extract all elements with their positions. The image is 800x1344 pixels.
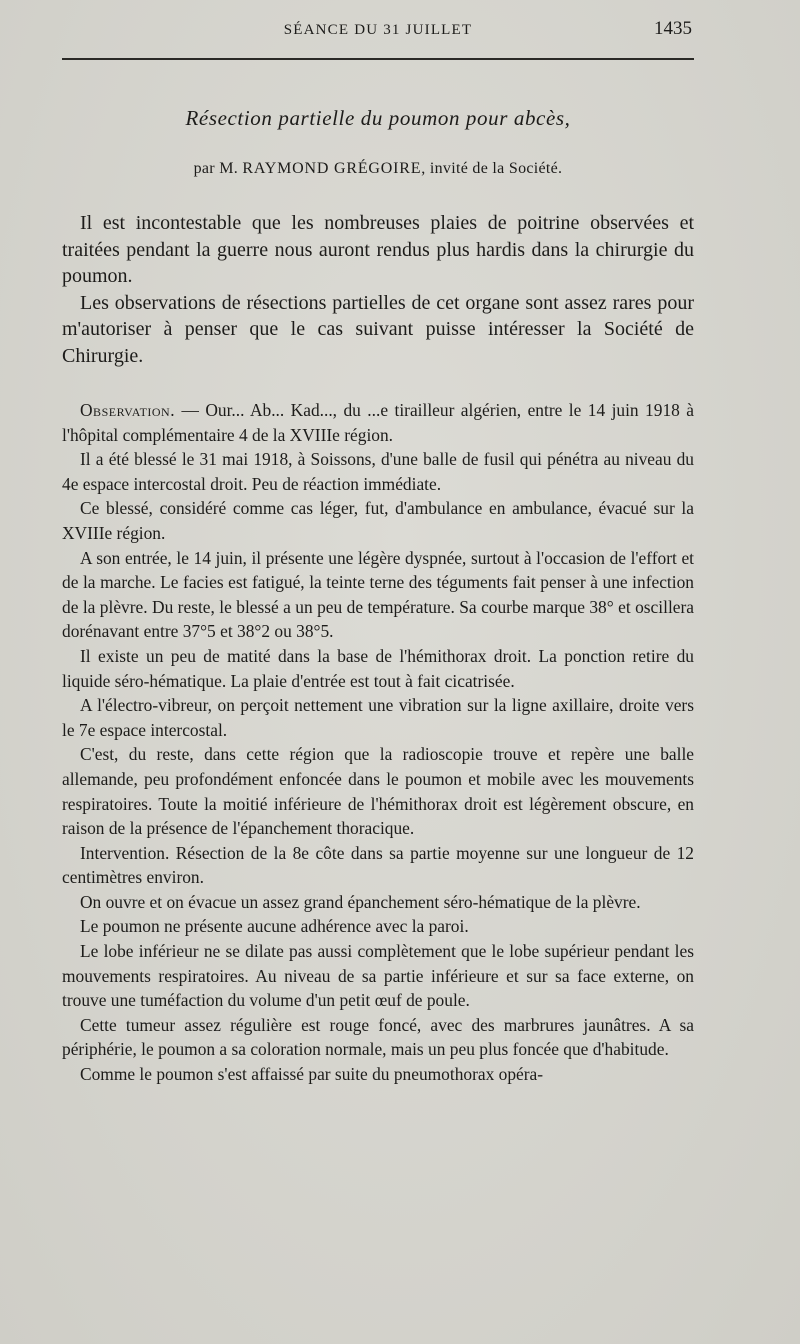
observation-paragraph	[62, 398, 694, 447]
body-paragraph: Le poumon ne présente aucune adhérence avec la paroi.	[80, 916, 469, 937]
book-page	[62, 0, 694, 1344]
observation-label: Observation.	[80, 400, 176, 420]
body-paragraph: A son entrée, le 14 juin, il présente une légère dyspnée, surtout à l'occasion de l'effort et de la marche. Le facies est fatigué, la teinte terne des téguments fait penser à une infection de la plèvre. Du reste, le blessé a un peu de température. Sa courbe marque 38° et oscillera dorénavant entre 37°5 et 38°2 ou 38°5.	[62, 547, 694, 642]
intro-paragraph: Il est incontestable que les nombreuses plaies de poitrine observées et traitées pendant la guerre nous auront rendus plus hardis dans la chirurgie du poumon.	[62, 212, 694, 287]
body-paragraph: C'est, du reste, dans cette région que la radioscopie trouve et repère une balle allemande, peu profondément enfoncée dans le poumon et mobile avec les mouvements respiratoires. Toute la moitié inférieure de l'hémithorax droit est légèrement obscure, en raison de la présence de l'épanchement thoracique.	[62, 744, 694, 839]
body-paragraph: Le lobe inférieur ne se dilate pas aussi complètement que le lobe supérieur pendant les mouvements respiratoires. Au niveau de sa partie inférieure et sur sa face externe, on trouve une tuméfaction du volume d'un petit œuf de poule.	[62, 941, 694, 1011]
observation-text: — Our... Ab... Kad..., du ...e tirailleur algérien, entre le 14 juin 1918 à l'hôpital complémentaire 4 de la XVIIIe région.	[62, 400, 694, 445]
body-paragraph: Comme le poumon s'est affaissé par suite du pneumothorax opéra-	[80, 1064, 544, 1085]
body-paragraph: Il existe un peu de matité dans la base de l'hémithorax droit. La ponction retire du liquide séro-hématique. La plaie d'entrée est tout à fait cicatrisée.	[62, 645, 694, 691]
body-paragraph: A l'électro-vibreur, on perçoit nettement une vibration sur la ligne axillaire, droite vers le 7e espace intercostal.	[62, 695, 694, 740]
body-paragraph: Intervention. Résection de la 8e côte dans sa partie moyenne sur une longueur de 12 centimètres environ.	[62, 842, 694, 888]
body-paragraph: On ouvre et on évacue un assez grand épanchement séro-hématique de la plèvre.	[80, 891, 641, 912]
running-title: SÉANCE DU 31 JUILLET	[283, 22, 473, 38]
byline-suffix: , invité de la Société.	[421, 160, 563, 177]
body-paragraph: Ce blessé, considéré comme cas léger, fut, d'ambulance en ambulance, évacué sur la XVIIIe région.	[62, 498, 694, 543]
observation-section	[62, 398, 694, 1087]
page-number: 1435	[654, 18, 692, 39]
byline-prefix: par M.	[193, 160, 239, 177]
body-paragraph: Il a été blessé le 31 mai 1918, à Soissons, d'une balle de fusil qui pénétra au niveau du 4e espace intercostal droit. Peu de réaction immédiate.	[62, 449, 694, 494]
introduction	[62, 210, 694, 369]
byline	[62, 160, 694, 178]
article-title: Résection partielle du poumon pour abcès,	[185, 106, 571, 130]
body-paragraph: Cette tumeur assez régulière est rouge foncé, avec des marbrures jaunâtres. A sa périphérie, le poumon a sa coloration normale, mais un peu plus foncée que d'habitude.	[62, 1014, 694, 1060]
intro-paragraph: Les observations de résections partielles de cet organe sont assez rares pour m'autoriser à penser que le cas suivant puisse intéresser la Société de Chirurgie.	[62, 291, 694, 367]
header-rule	[62, 58, 694, 60]
running-head	[62, 18, 694, 44]
author-name: RAYMOND GRÉGOIRE	[242, 160, 422, 177]
